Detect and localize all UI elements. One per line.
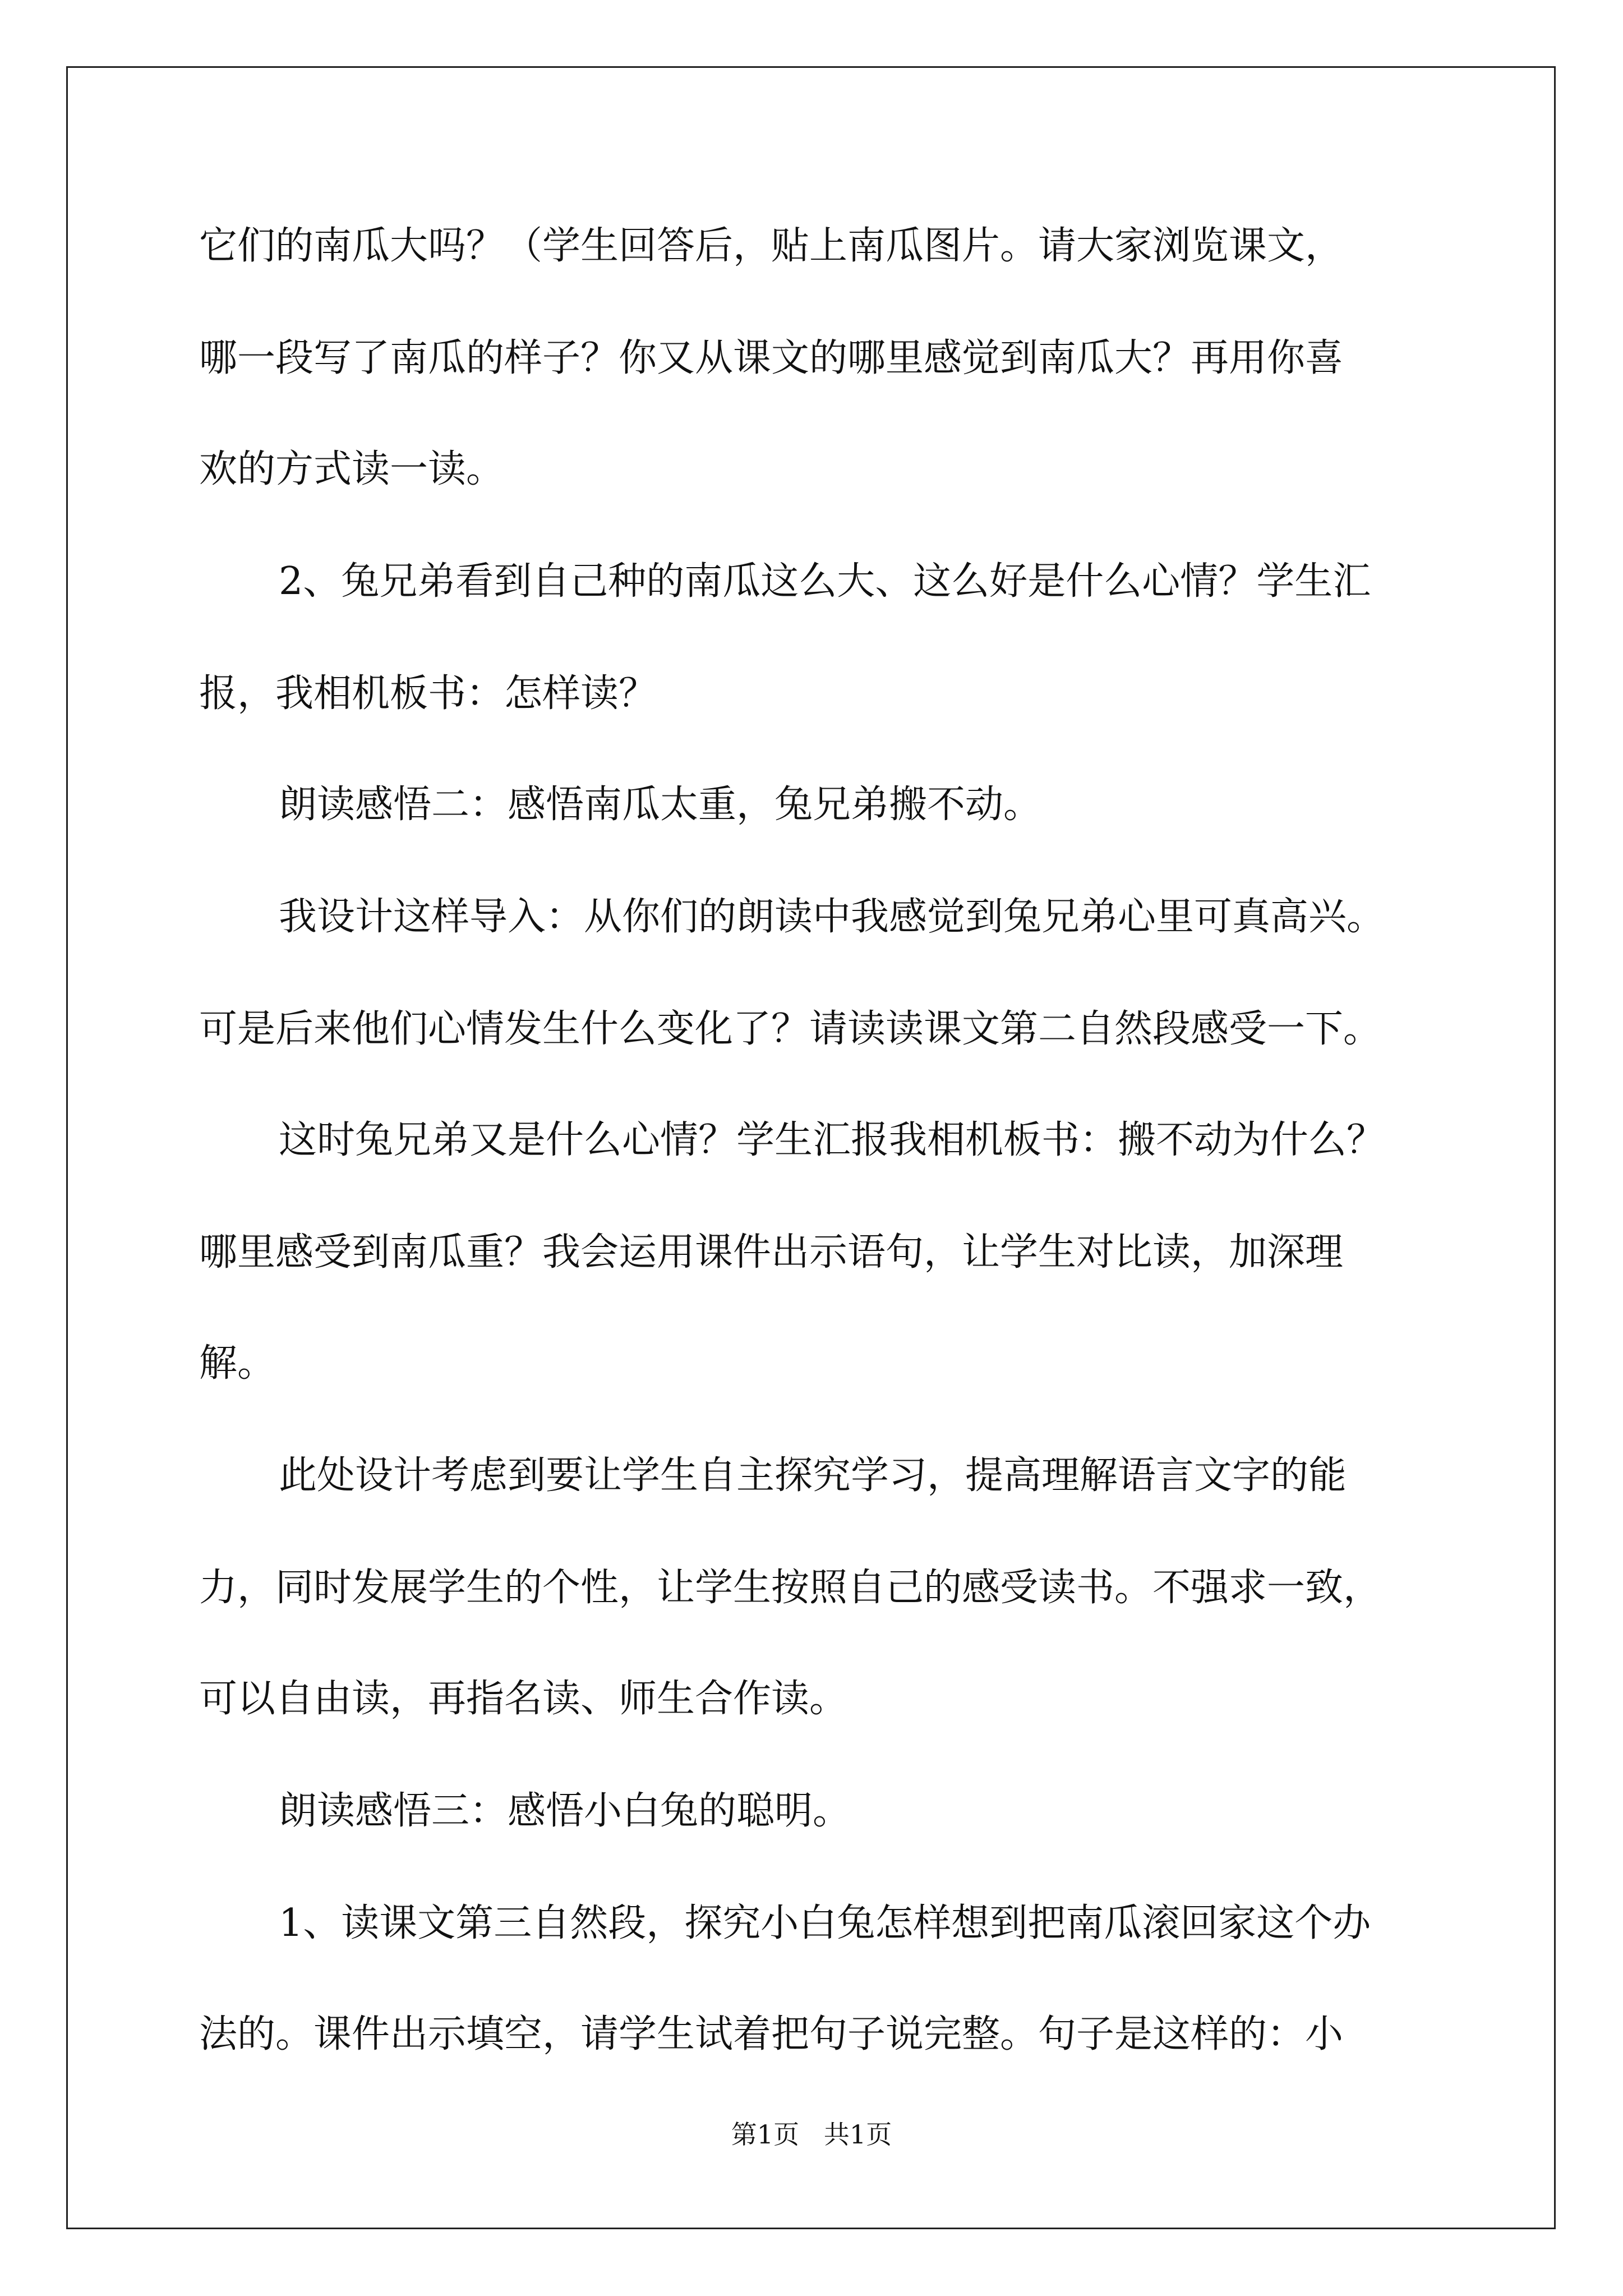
text-line: 力，同时发展学生的个性，让学生按照自己的感受读书。不强求一致， bbox=[199, 1566, 1382, 1610]
text-line: 欢的方式读一读。 bbox=[199, 447, 505, 491]
text-line: 我设计这样导入：从你们的朗读中我感觉到兔兄弟心里可真高兴。 bbox=[279, 895, 1385, 939]
text-line: 报，我相机板书：怎样读？ bbox=[199, 671, 657, 716]
text-line: 可以自由读，再指名读、师生合作读。 bbox=[199, 1677, 848, 1721]
text-line: 解。 bbox=[199, 1341, 276, 1386]
text-line: 此处设计考虑到要让学生自主探究学习，提高理解语言文字的能 bbox=[279, 1453, 1347, 1498]
text-line: 这时兔兄弟又是什么心情？学生汇报我相机板书：搬不动为什么？ bbox=[279, 1118, 1385, 1162]
text-line: 1、读课文第三自然段，探究小白兔怎样想到把南瓜滚回家这个办 bbox=[279, 1901, 1371, 1945]
text-line: 它们的南瓜大吗？（学生回答后，贴上南瓜图片。请大家浏览课文， bbox=[199, 224, 1344, 268]
text-line: 可是后来他们心情发生什么变化了？请读读课文第二自然段感受一下。 bbox=[199, 1007, 1382, 1051]
page-footer: 第1页 共1页 bbox=[731, 2119, 892, 2150]
text-line: 朗读感悟三：感悟小白兔的聪明。 bbox=[279, 1789, 851, 1833]
text-line: 哪一段写了南瓜的样子？你又从课文的哪里感觉到南瓜大？再用你喜 bbox=[199, 336, 1344, 380]
text-line: 2、兔兄弟看到自己种的南瓜这么大、这么好是什么心情？学生汇 bbox=[279, 559, 1371, 604]
text-line: 法的。课件出示填空，请学生试着把句子说完整。句子是这样的：小 bbox=[199, 2012, 1344, 2056]
text-line: 哪里感受到南瓜重？我会运用课件出示语句，让学生对比读，加深理 bbox=[199, 1230, 1344, 1274]
text-line: 朗读感悟二：感悟南瓜太重，兔兄弟搬不动。 bbox=[279, 783, 1042, 827]
